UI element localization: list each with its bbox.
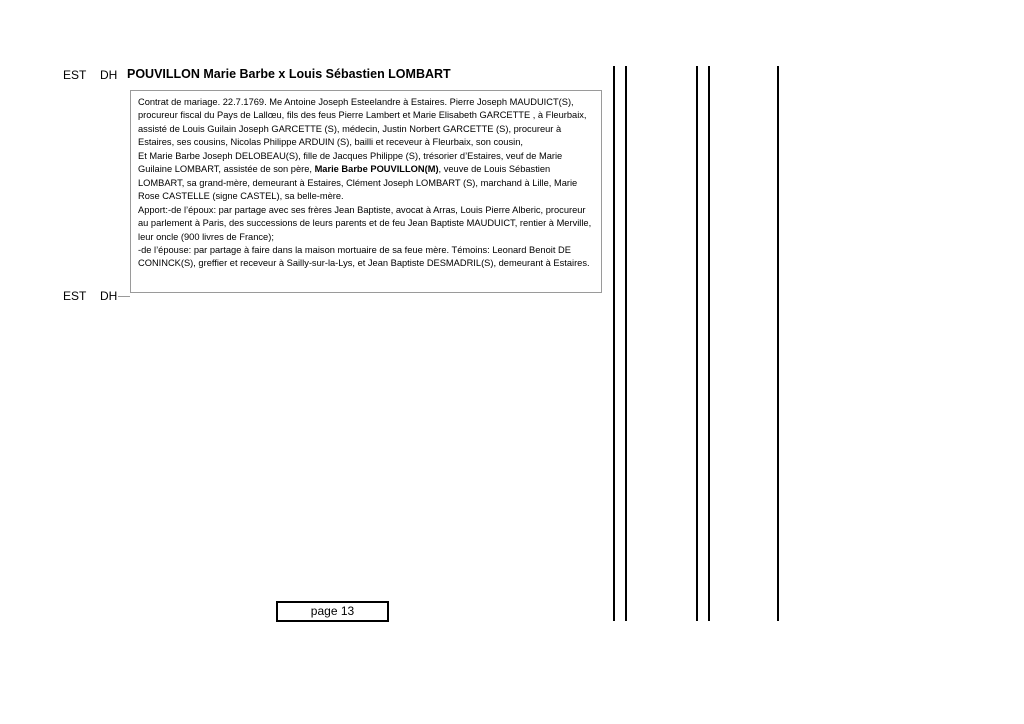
entry-code-est: EST: [63, 68, 87, 82]
vertical-rule: [625, 66, 627, 621]
entry-paragraph-apport-bride: -de l’épouse: par partage à faire dans la maison mortuaire de sa feue mère. Témoins: Leonard Benoit DE CONINCK(S), greffier et receveur à Sailly-sur-la-Lys, et Jean Baptiste DESMADRIL(S), demeurant à Estaires.: [138, 244, 590, 269]
connector-line: [118, 296, 130, 297]
vertical-rule: [708, 66, 710, 621]
entry-title: POUVILLON Marie Barbe x Louis Sébastien LOMBART: [127, 67, 451, 81]
entry-code-dh: DH: [100, 289, 118, 303]
entry-text-box: [130, 90, 602, 293]
entry-paragraph-groom: Contrat de mariage. 22.7.1769. Me Antoine Joseph Esteelandre à Estaires. Pierre Joseph MAUDUICT(S), procureur fiscal du Pays de Lallœu, fils des feus Pierre Lambert et Marie Elisabeth GARCETTE , à Fleurbaix, assisté de Louis Guilain Joseph GARCETTE (S), médecin, Justin Norbert GARCETTE (S), procureur à Estaires, ses cousins, Nicolas Philippe ARDUIN (S), bailli et receveur à Fleurbaix, son cousin,: [138, 97, 587, 148]
page-number: page 13: [276, 601, 389, 622]
vertical-rule: [777, 66, 779, 621]
entry-highlighted-name: Marie Barbe POUVILLON(M): [314, 164, 439, 175]
entry-paragraph-apport-groom: Apport:-de l’époux: par partage avec ses frères Jean Baptiste, avocat à Arras, Louis Pierre Alberic, procureur au parlement à Paris, des successions de leurs parents et de feu Jean Baptiste MAUDUICT, rentier à Merville, leur oncle (900 livres de France);: [138, 204, 592, 242]
vertical-rule: [696, 66, 698, 621]
entry-bride-text-after: , veuve de Louis Sébastien LOMBART, sa grand-mère, demeurant à Estaires, Clément Joseph LOMBART (S), marchand à Lille, Marie Rose CASTELLE (signe CASTEL), sa belle-mère.: [138, 164, 578, 202]
entry-paragraph-bride: [138, 150, 595, 204]
entry-bride-text-before: Et Marie Barbe Joseph DELOBEAU(S), fille de Jacques Philippe (S), trésorier d’Estaires, veuf de Marie Guilaine LOMBART, assistée de son père,: [138, 150, 563, 175]
entry-code-est: EST: [63, 289, 87, 303]
vertical-rule: [613, 66, 615, 621]
entry-code-dh: DH: [100, 68, 118, 82]
